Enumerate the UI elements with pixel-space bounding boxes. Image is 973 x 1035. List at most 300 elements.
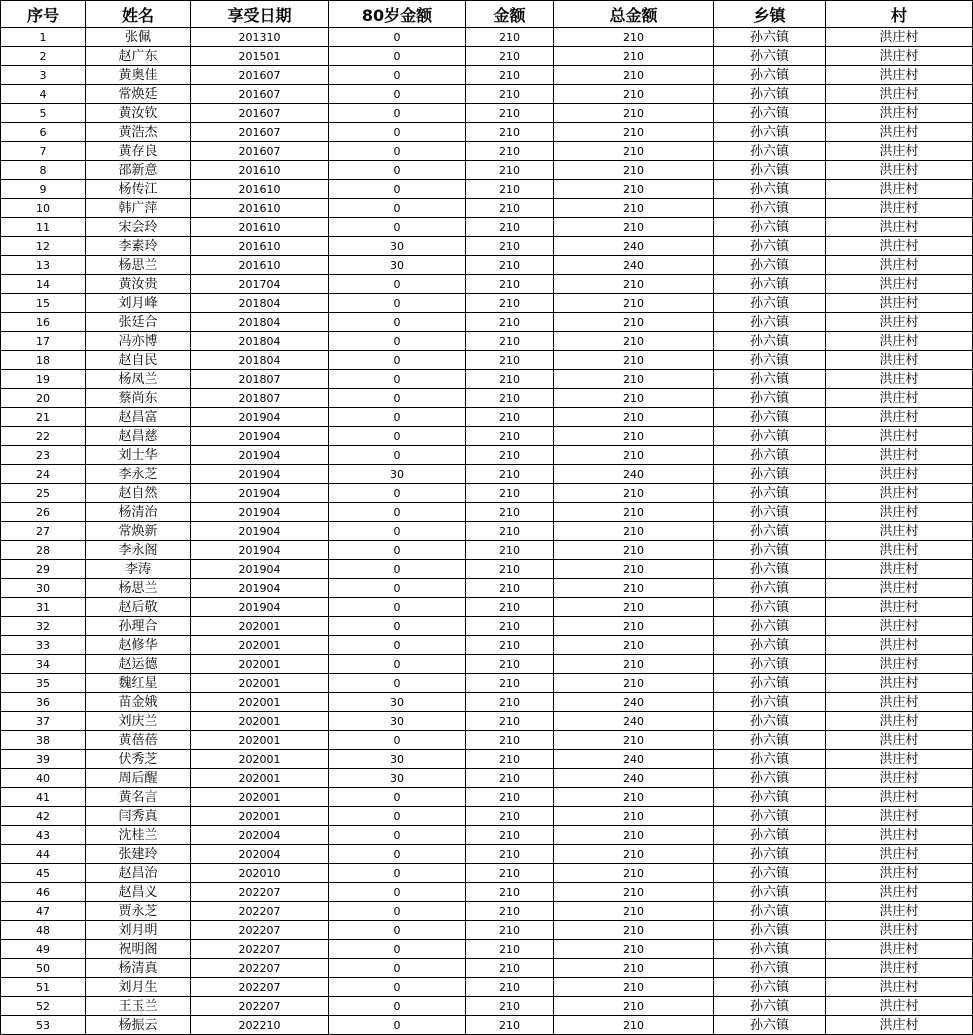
cell-total-amount: 210 (554, 845, 714, 864)
cell-name: 刘庆兰 (86, 712, 191, 731)
cell-village: 洪庄村 (826, 712, 973, 731)
cell-index: 21 (1, 408, 86, 427)
cell-town: 孙六镇 (714, 902, 826, 921)
cell-name: 黄蓓蓓 (86, 731, 191, 750)
cell-town: 孙六镇 (714, 199, 826, 218)
cell-amount: 210 (466, 541, 554, 560)
cell-start-date: 202004 (191, 826, 329, 845)
cell-village: 洪庄村 (826, 845, 973, 864)
cell-village: 洪庄村 (826, 978, 973, 997)
cell-village: 洪庄村 (826, 332, 973, 351)
table-row (1, 978, 973, 997)
cell-index: 30 (1, 579, 86, 598)
cell-town: 孙六镇 (714, 351, 826, 370)
header-total-amount: 总金额 (554, 1, 714, 28)
cell-town: 孙六镇 (714, 180, 826, 199)
header-start-date: 享受日期 (191, 1, 329, 28)
cell-start-date: 201607 (191, 104, 329, 123)
cell-index: 7 (1, 142, 86, 161)
cell-age80-amount: 0 (329, 617, 466, 636)
cell-total-amount: 210 (554, 161, 714, 180)
cell-amount: 210 (466, 845, 554, 864)
cell-start-date: 202001 (191, 636, 329, 655)
cell-name: 赵昌义 (86, 883, 191, 902)
cell-total-amount: 210 (554, 579, 714, 598)
table-row (1, 845, 973, 864)
cell-index: 47 (1, 902, 86, 921)
cell-town: 孙六镇 (714, 256, 826, 275)
cell-age80-amount: 0 (329, 66, 466, 85)
cell-name: 蔡尚东 (86, 389, 191, 408)
cell-village: 洪庄村 (826, 85, 973, 104)
cell-name: 刘士华 (86, 446, 191, 465)
table-row (1, 617, 973, 636)
cell-age80-amount: 0 (329, 199, 466, 218)
cell-index: 12 (1, 237, 86, 256)
cell-total-amount: 210 (554, 104, 714, 123)
cell-amount: 210 (466, 161, 554, 180)
table-row (1, 598, 973, 617)
table-row (1, 636, 973, 655)
cell-town: 孙六镇 (714, 579, 826, 598)
cell-town: 孙六镇 (714, 161, 826, 180)
cell-name: 赵广东 (86, 47, 191, 66)
cell-total-amount: 210 (554, 997, 714, 1016)
cell-name: 刘月生 (86, 978, 191, 997)
table-row (1, 408, 973, 427)
cell-total-amount: 210 (554, 218, 714, 237)
cell-index: 32 (1, 617, 86, 636)
table-row (1, 104, 973, 123)
cell-age80-amount: 0 (329, 370, 466, 389)
cell-amount: 210 (466, 180, 554, 199)
cell-start-date: 202001 (191, 788, 329, 807)
cell-index: 42 (1, 807, 86, 826)
cell-village: 洪庄村 (826, 902, 973, 921)
table-row (1, 465, 973, 484)
cell-age80-amount: 0 (329, 845, 466, 864)
cell-amount: 210 (466, 142, 554, 161)
header-index: 序号 (1, 1, 86, 28)
cell-name: 冯亦博 (86, 332, 191, 351)
cell-town: 孙六镇 (714, 1016, 826, 1035)
cell-index: 1 (1, 28, 86, 47)
cell-index: 46 (1, 883, 86, 902)
cell-village: 洪庄村 (826, 959, 973, 978)
cell-total-amount: 240 (554, 712, 714, 731)
cell-age80-amount: 30 (329, 256, 466, 275)
cell-amount: 210 (466, 465, 554, 484)
cell-amount: 210 (466, 902, 554, 921)
table-row (1, 883, 973, 902)
cell-age80-amount: 0 (329, 351, 466, 370)
cell-name: 苗金娥 (86, 693, 191, 712)
cell-age80-amount: 0 (329, 579, 466, 598)
cell-name: 黄汝贵 (86, 275, 191, 294)
cell-start-date: 201904 (191, 541, 329, 560)
cell-age80-amount: 0 (329, 655, 466, 674)
cell-town: 孙六镇 (714, 332, 826, 351)
table-row (1, 921, 973, 940)
cell-start-date: 201804 (191, 294, 329, 313)
cell-start-date: 202001 (191, 617, 329, 636)
table-row (1, 427, 973, 446)
cell-amount: 210 (466, 598, 554, 617)
cell-index: 51 (1, 978, 86, 997)
table-row (1, 142, 973, 161)
cell-total-amount: 240 (554, 256, 714, 275)
cell-town: 孙六镇 (714, 522, 826, 541)
cell-village: 洪庄村 (826, 47, 973, 66)
cell-index: 29 (1, 560, 86, 579)
cell-age80-amount: 30 (329, 237, 466, 256)
cell-index: 43 (1, 826, 86, 845)
cell-total-amount: 210 (554, 940, 714, 959)
cell-total-amount: 210 (554, 978, 714, 997)
cell-name: 魏红星 (86, 674, 191, 693)
cell-amount: 210 (466, 275, 554, 294)
cell-index: 10 (1, 199, 86, 218)
cell-amount: 210 (466, 294, 554, 313)
cell-start-date: 201904 (191, 522, 329, 541)
cell-age80-amount: 0 (329, 142, 466, 161)
cell-index: 19 (1, 370, 86, 389)
cell-village: 洪庄村 (826, 503, 973, 522)
cell-start-date: 201807 (191, 389, 329, 408)
cell-age80-amount: 0 (329, 940, 466, 959)
cell-total-amount: 210 (554, 674, 714, 693)
cell-index: 52 (1, 997, 86, 1016)
cell-village: 洪庄村 (826, 1016, 973, 1035)
cell-village: 洪庄村 (826, 66, 973, 85)
cell-amount: 210 (466, 826, 554, 845)
cell-name: 伏秀芝 (86, 750, 191, 769)
cell-age80-amount: 0 (329, 788, 466, 807)
cell-age80-amount: 0 (329, 864, 466, 883)
cell-village: 洪庄村 (826, 218, 973, 237)
table-row (1, 579, 973, 598)
cell-index: 50 (1, 959, 86, 978)
cell-town: 孙六镇 (714, 446, 826, 465)
cell-village: 洪庄村 (826, 769, 973, 788)
cell-start-date: 202207 (191, 902, 329, 921)
cell-town: 孙六镇 (714, 47, 826, 66)
cell-total-amount: 210 (554, 598, 714, 617)
table-row (1, 788, 973, 807)
cell-name: 宋会玲 (86, 218, 191, 237)
table-row (1, 731, 973, 750)
cell-amount: 210 (466, 560, 554, 579)
cell-name: 刘月峰 (86, 294, 191, 313)
cell-age80-amount: 0 (329, 959, 466, 978)
cell-amount: 210 (466, 370, 554, 389)
cell-amount: 210 (466, 750, 554, 769)
cell-town: 孙六镇 (714, 693, 826, 712)
cell-amount: 210 (466, 883, 554, 902)
cell-index: 20 (1, 389, 86, 408)
cell-age80-amount: 0 (329, 28, 466, 47)
cell-amount: 210 (466, 693, 554, 712)
cell-name: 韩广萍 (86, 199, 191, 218)
table-row (1, 959, 973, 978)
cell-amount: 210 (466, 674, 554, 693)
header-village: 村 (826, 1, 973, 28)
cell-name: 黄浩杰 (86, 123, 191, 142)
cell-total-amount: 210 (554, 826, 714, 845)
cell-town: 孙六镇 (714, 313, 826, 332)
cell-village: 洪庄村 (826, 294, 973, 313)
cell-start-date: 201904 (191, 598, 329, 617)
cell-total-amount: 210 (554, 142, 714, 161)
cell-total-amount: 210 (554, 408, 714, 427)
cell-town: 孙六镇 (714, 294, 826, 313)
table-row (1, 902, 973, 921)
cell-start-date: 201607 (191, 66, 329, 85)
cell-age80-amount: 0 (329, 484, 466, 503)
cell-age80-amount: 0 (329, 522, 466, 541)
cell-town: 孙六镇 (714, 408, 826, 427)
cell-town: 孙六镇 (714, 427, 826, 446)
cell-age80-amount: 0 (329, 275, 466, 294)
cell-index: 25 (1, 484, 86, 503)
cell-amount: 210 (466, 579, 554, 598)
cell-index: 8 (1, 161, 86, 180)
table-row (1, 28, 973, 47)
cell-town: 孙六镇 (714, 978, 826, 997)
cell-total-amount: 210 (554, 617, 714, 636)
cell-village: 洪庄村 (826, 636, 973, 655)
cell-amount: 210 (466, 636, 554, 655)
cell-index: 41 (1, 788, 86, 807)
cell-age80-amount: 0 (329, 47, 466, 66)
cell-amount: 210 (466, 66, 554, 85)
cell-total-amount: 210 (554, 807, 714, 826)
cell-age80-amount: 0 (329, 826, 466, 845)
cell-town: 孙六镇 (714, 123, 826, 142)
cell-age80-amount: 0 (329, 541, 466, 560)
table-row (1, 161, 973, 180)
cell-name: 黄存良 (86, 142, 191, 161)
cell-age80-amount: 0 (329, 902, 466, 921)
cell-index: 13 (1, 256, 86, 275)
cell-total-amount: 210 (554, 484, 714, 503)
table-row (1, 180, 973, 199)
table-row (1, 47, 973, 66)
cell-town: 孙六镇 (714, 807, 826, 826)
cell-start-date: 201904 (191, 579, 329, 598)
header-town: 乡镇 (714, 1, 826, 28)
cell-start-date: 202001 (191, 693, 329, 712)
table-row (1, 826, 973, 845)
cell-amount: 210 (466, 484, 554, 503)
cell-amount: 210 (466, 427, 554, 446)
cell-amount: 210 (466, 104, 554, 123)
cell-name: 杨振云 (86, 1016, 191, 1035)
cell-name: 王玉兰 (86, 997, 191, 1016)
cell-index: 39 (1, 750, 86, 769)
cell-index: 17 (1, 332, 86, 351)
cell-start-date: 201610 (191, 161, 329, 180)
cell-index: 24 (1, 465, 86, 484)
cell-amount: 210 (466, 408, 554, 427)
cell-amount: 210 (466, 769, 554, 788)
cell-index: 26 (1, 503, 86, 522)
table-row (1, 940, 973, 959)
cell-start-date: 202001 (191, 769, 329, 788)
cell-total-amount: 210 (554, 85, 714, 104)
cell-total-amount: 240 (554, 693, 714, 712)
cell-town: 孙六镇 (714, 389, 826, 408)
cell-name: 李永阁 (86, 541, 191, 560)
cell-start-date: 201804 (191, 332, 329, 351)
table-row (1, 997, 973, 1016)
cell-start-date: 202207 (191, 978, 329, 997)
cell-village: 洪庄村 (826, 750, 973, 769)
cell-start-date: 201610 (191, 199, 329, 218)
cell-index: 2 (1, 47, 86, 66)
table-row (1, 275, 973, 294)
cell-start-date: 201904 (191, 408, 329, 427)
cell-total-amount: 210 (554, 313, 714, 332)
cell-name: 赵后敬 (86, 598, 191, 617)
cell-amount: 210 (466, 237, 554, 256)
cell-total-amount: 240 (554, 237, 714, 256)
cell-age80-amount: 0 (329, 560, 466, 579)
cell-index: 28 (1, 541, 86, 560)
cell-start-date: 201704 (191, 275, 329, 294)
cell-amount: 210 (466, 712, 554, 731)
cell-amount: 210 (466, 332, 554, 351)
cell-name: 祝明阁 (86, 940, 191, 959)
table-row (1, 199, 973, 218)
cell-amount: 210 (466, 256, 554, 275)
cell-start-date: 201904 (191, 560, 329, 579)
cell-index: 14 (1, 275, 86, 294)
cell-amount: 210 (466, 807, 554, 826)
cell-start-date: 201904 (191, 427, 329, 446)
cell-name: 邵新意 (86, 161, 191, 180)
cell-start-date: 201610 (191, 256, 329, 275)
table-row (1, 294, 973, 313)
cell-village: 洪庄村 (826, 427, 973, 446)
cell-start-date: 202001 (191, 807, 329, 826)
cell-start-date: 202001 (191, 712, 329, 731)
cell-town: 孙六镇 (714, 503, 826, 522)
cell-total-amount: 210 (554, 541, 714, 560)
cell-total-amount: 210 (554, 902, 714, 921)
cell-village: 洪庄村 (826, 465, 973, 484)
cell-name: 杨传江 (86, 180, 191, 199)
cell-age80-amount: 0 (329, 180, 466, 199)
header-name: 姓名 (86, 1, 191, 28)
cell-age80-amount: 0 (329, 446, 466, 465)
cell-index: 49 (1, 940, 86, 959)
cell-name: 李素玲 (86, 237, 191, 256)
cell-village: 洪庄村 (826, 370, 973, 389)
cell-start-date: 201607 (191, 142, 329, 161)
cell-name: 赵昌治 (86, 864, 191, 883)
cell-town: 孙六镇 (714, 370, 826, 389)
cell-town: 孙六镇 (714, 731, 826, 750)
cell-start-date: 202207 (191, 997, 329, 1016)
cell-village: 洪庄村 (826, 883, 973, 902)
cell-age80-amount: 0 (329, 123, 466, 142)
cell-town: 孙六镇 (714, 85, 826, 104)
cell-town: 孙六镇 (714, 28, 826, 47)
cell-age80-amount: 0 (329, 408, 466, 427)
cell-start-date: 201610 (191, 180, 329, 199)
cell-total-amount: 210 (554, 66, 714, 85)
cell-village: 洪庄村 (826, 826, 973, 845)
cell-name: 周后醒 (86, 769, 191, 788)
cell-age80-amount: 30 (329, 750, 466, 769)
cell-age80-amount: 0 (329, 807, 466, 826)
cell-total-amount: 210 (554, 199, 714, 218)
cell-name: 沈桂兰 (86, 826, 191, 845)
table-row (1, 351, 973, 370)
cell-age80-amount: 0 (329, 921, 466, 940)
cell-name: 杨清治 (86, 503, 191, 522)
cell-amount: 210 (466, 389, 554, 408)
cell-total-amount: 210 (554, 427, 714, 446)
cell-name: 刘月明 (86, 921, 191, 940)
cell-town: 孙六镇 (714, 617, 826, 636)
cell-start-date: 202010 (191, 864, 329, 883)
cell-village: 洪庄村 (826, 313, 973, 332)
table-row (1, 484, 973, 503)
cell-age80-amount: 0 (329, 731, 466, 750)
cell-amount: 210 (466, 28, 554, 47)
cell-age80-amount: 0 (329, 978, 466, 997)
cell-index: 11 (1, 218, 86, 237)
cell-town: 孙六镇 (714, 845, 826, 864)
cell-start-date: 201904 (191, 484, 329, 503)
cell-name: 黄名言 (86, 788, 191, 807)
cell-start-date: 201804 (191, 351, 329, 370)
cell-start-date: 201904 (191, 503, 329, 522)
cell-age80-amount: 0 (329, 218, 466, 237)
cell-village: 洪庄村 (826, 408, 973, 427)
table-row (1, 560, 973, 579)
cell-village: 洪庄村 (826, 104, 973, 123)
cell-village: 洪庄村 (826, 142, 973, 161)
cell-village: 洪庄村 (826, 579, 973, 598)
cell-town: 孙六镇 (714, 598, 826, 617)
cell-town: 孙六镇 (714, 541, 826, 560)
table-row (1, 313, 973, 332)
cell-index: 3 (1, 66, 86, 85)
cell-name: 杨思兰 (86, 256, 191, 275)
cell-age80-amount: 0 (329, 85, 466, 104)
header-row (1, 1, 973, 28)
cell-start-date: 201804 (191, 313, 329, 332)
cell-start-date: 202207 (191, 959, 329, 978)
cell-age80-amount: 30 (329, 465, 466, 484)
cell-start-date: 202001 (191, 655, 329, 674)
cell-village: 洪庄村 (826, 731, 973, 750)
table-row (1, 389, 973, 408)
cell-village: 洪庄村 (826, 199, 973, 218)
cell-index: 53 (1, 1016, 86, 1035)
table-row (1, 693, 973, 712)
cell-name: 黄奥佳 (86, 66, 191, 85)
table-row (1, 256, 973, 275)
cell-age80-amount: 30 (329, 693, 466, 712)
table-row (1, 541, 973, 560)
cell-age80-amount: 0 (329, 294, 466, 313)
cell-age80-amount: 0 (329, 313, 466, 332)
cell-total-amount: 210 (554, 123, 714, 142)
